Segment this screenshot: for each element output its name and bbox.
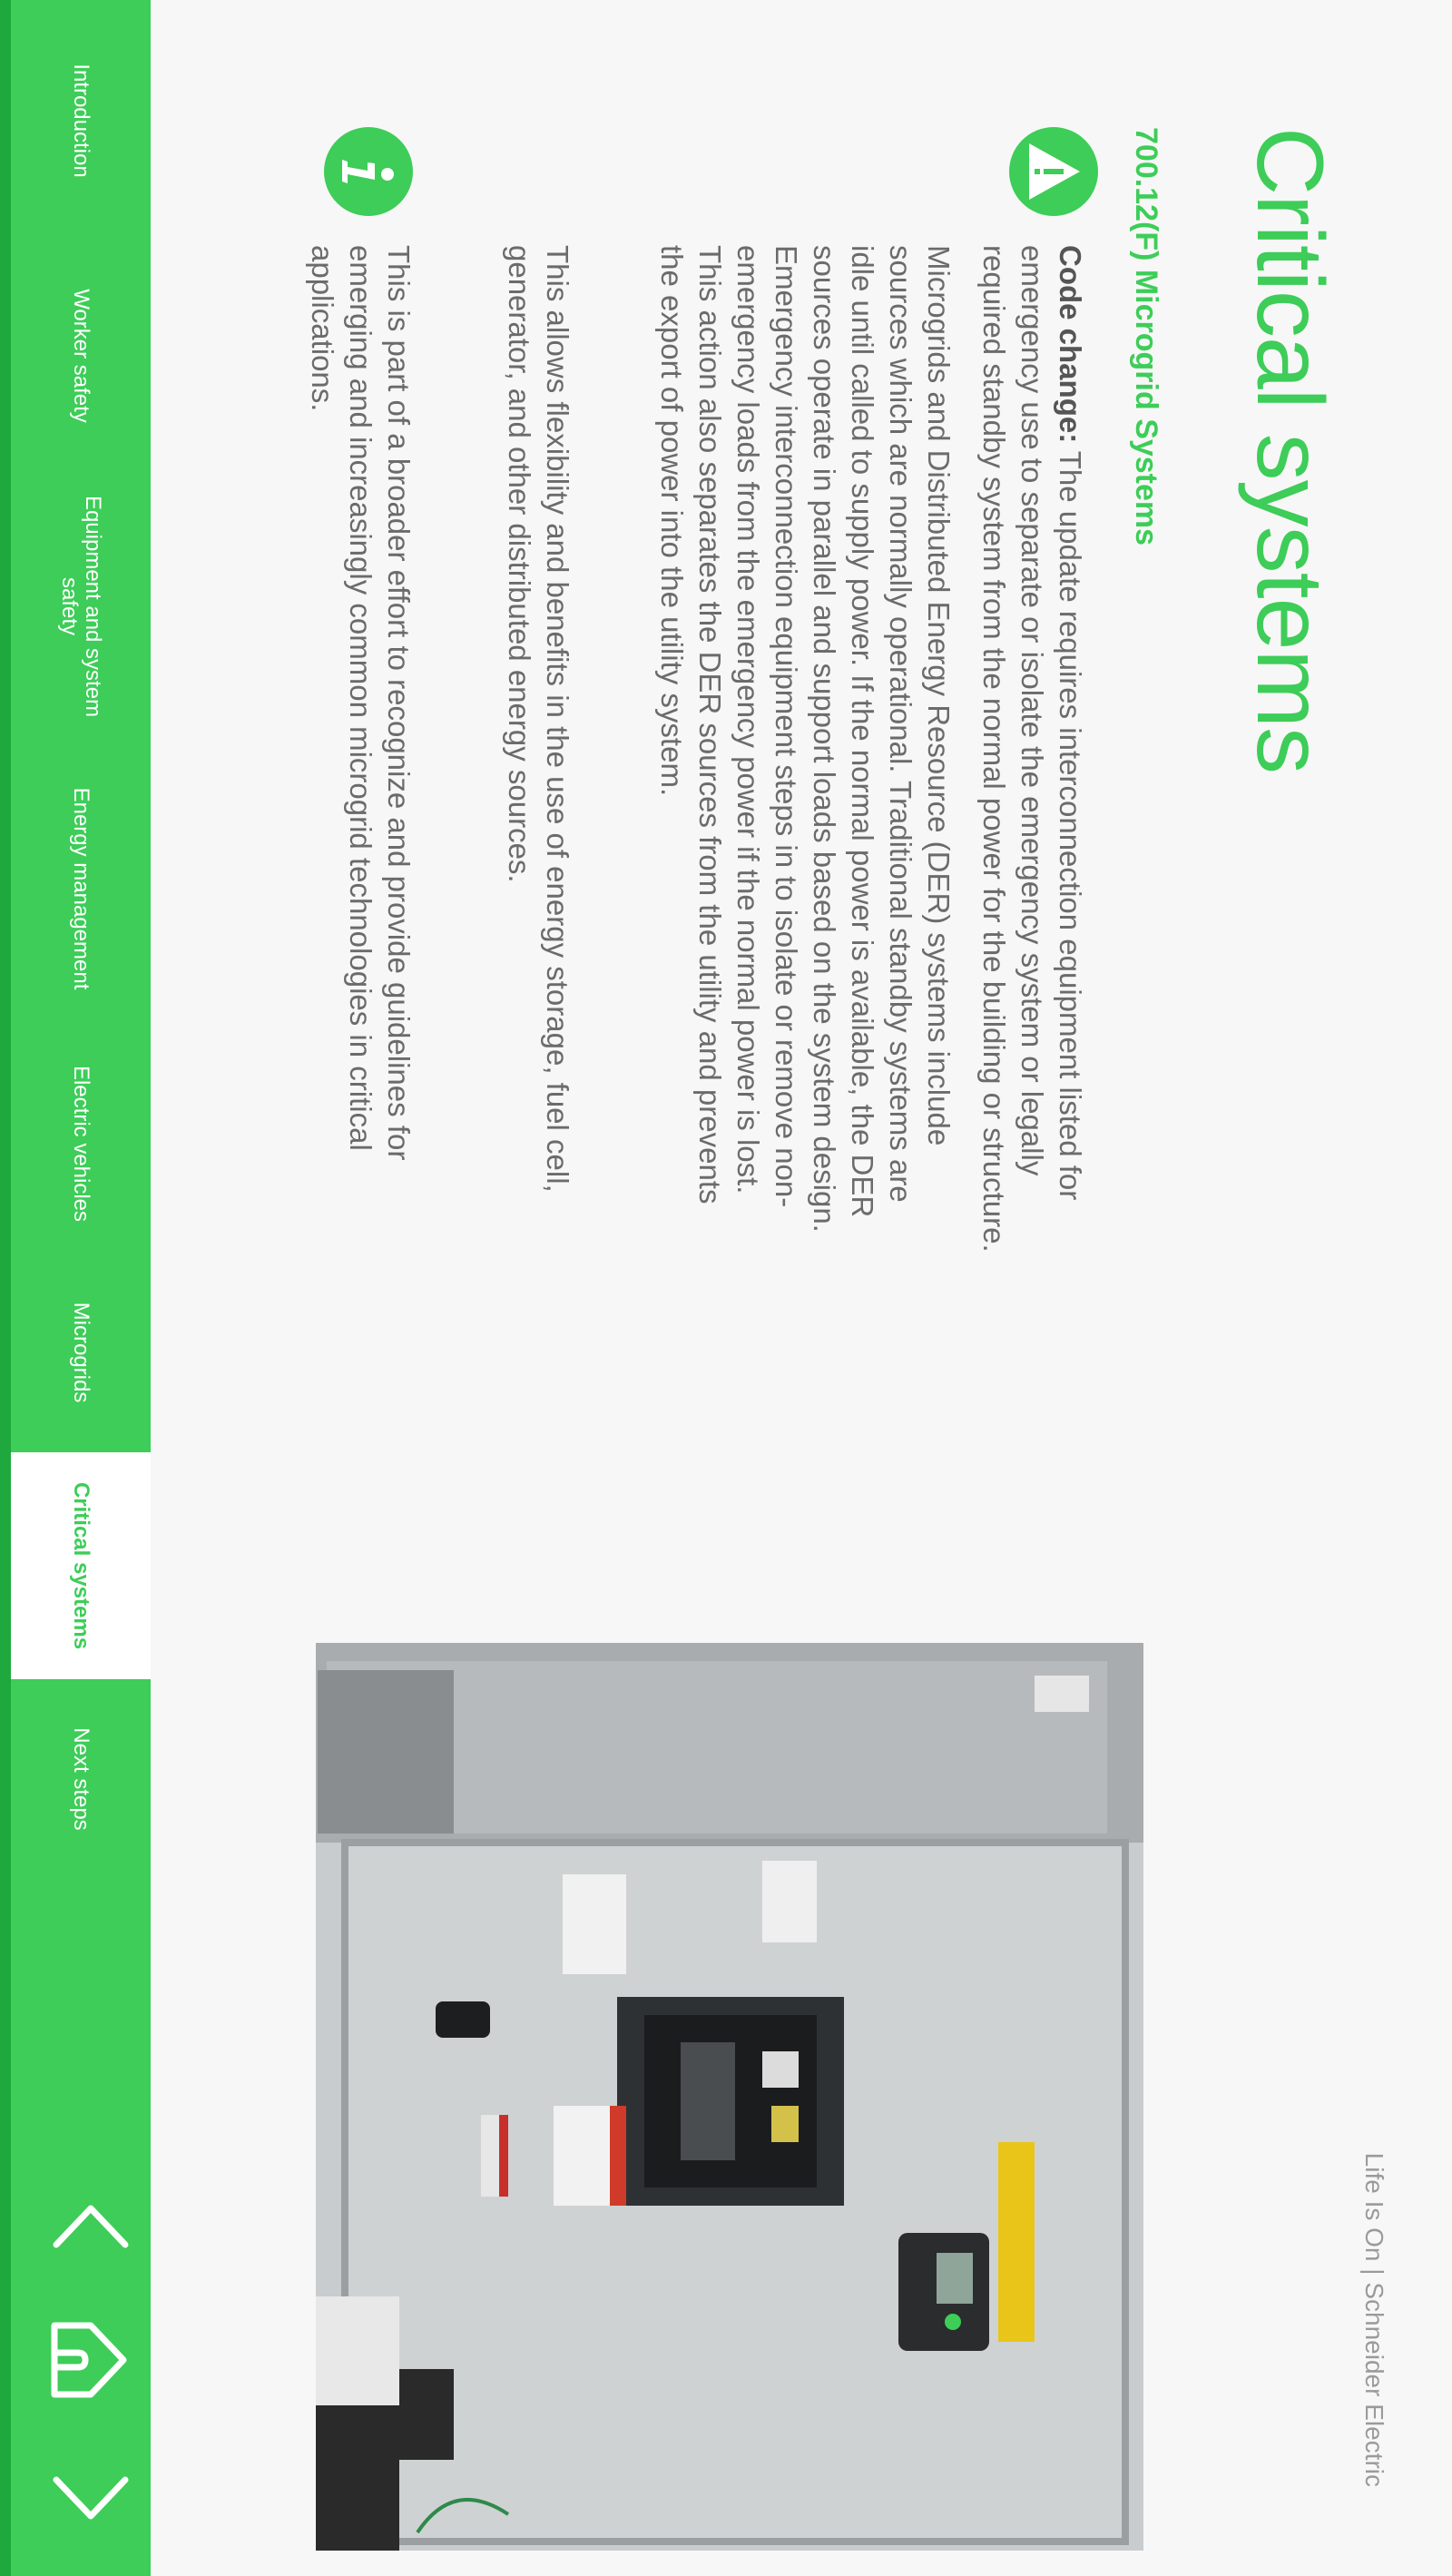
flexibility-paragraph: This allows flexibility and benefits in the use of energy storage, fuel cell, generator, and other distributed energy sources.	[503, 245, 574, 1193]
info-paragraph: This is part of a broader effort to recognize and provide guidelines for emerging and increasingly common microgrid technologies in critical applications.	[306, 245, 416, 1161]
code-change-text: The update requires interconnection equipment listed for emergency use to separate or isolate the emergency system or legally required standby system from the normal power for the building or structure.	[977, 245, 1087, 1253]
brand-label: Life Is On | Schneider Electric	[1360, 2152, 1388, 2487]
chevron-right-icon[interactable]	[36, 2442, 145, 2551]
tab-electric-vehicles[interactable]: Electric vehicles	[69, 1065, 93, 1223]
code-change-label: Code change:	[1054, 245, 1087, 444]
section-subtitle: 700.12(F) Microgrid Systems	[1129, 127, 1163, 546]
warning-icon	[1009, 127, 1098, 216]
tab-critical-systems[interactable]: Critical systems	[11, 1452, 151, 1679]
tab-microgrids[interactable]: Microgrids	[69, 1302, 93, 1403]
chevron-left-icon[interactable]	[36, 2174, 145, 2283]
nav-edge	[0, 0, 11, 2576]
tab-worker-safety[interactable]: Worker safety	[69, 289, 93, 423]
page-title: Critical systems	[1237, 127, 1342, 774]
der-paragraph: Microgrids and Distributed Energy Resource (DER) systems include sources which are normally operational. Traditional standby systems are idle until called to supply power. If the normal power is available, the DER sources operate in parallel and support loads based on the system design. Emergency interconnection equipment steps in to isolate or remove non-emergency loads from the emergency power if the normal power is lost. This action also separates the DER sources from the utility and prevents the export of power into the utility system.	[655, 245, 956, 1233]
tab-next-steps[interactable]: Next steps	[69, 1727, 93, 1831]
code-change-paragraph	[975, 245, 1089, 1253]
info-icon	[324, 127, 413, 216]
tab-energy-management[interactable]: Energy management	[69, 787, 93, 990]
tab-equipment-and-system-safety[interactable]: Equipment and system safety	[57, 495, 105, 718]
tab-introduction[interactable]: Introduction	[69, 64, 93, 178]
equipment-photo	[316, 1643, 1143, 2551]
home-icon[interactable]	[36, 2306, 145, 2414]
